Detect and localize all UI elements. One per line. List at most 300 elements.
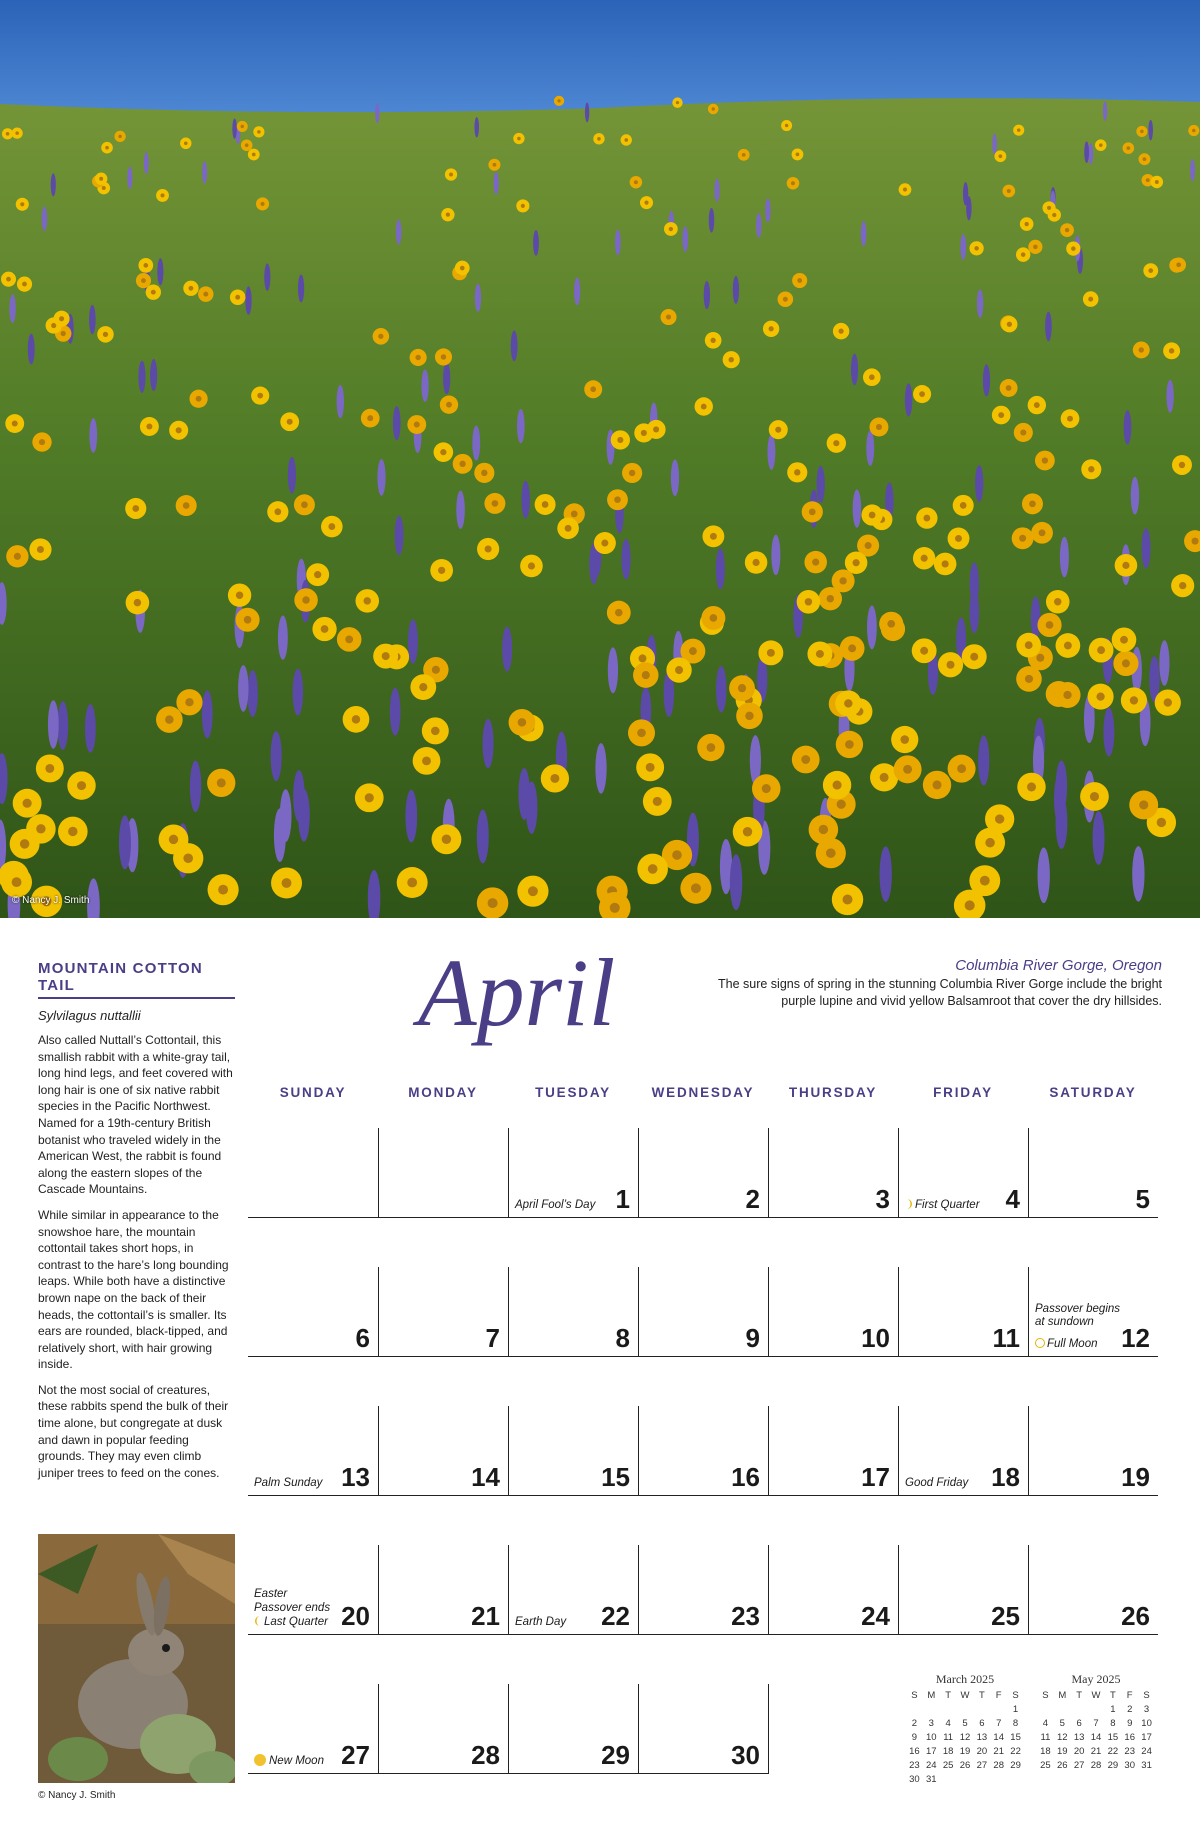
day-cell[interactable] xyxy=(378,1406,508,1496)
day-cell[interactable] xyxy=(638,1684,768,1774)
flower-center xyxy=(957,764,966,773)
flower-center xyxy=(1046,621,1054,629)
flower-center xyxy=(903,765,912,774)
lupine-flower xyxy=(127,166,132,189)
day-cell-empty xyxy=(768,1684,898,1774)
flower-center xyxy=(942,560,949,567)
flower-center xyxy=(1020,429,1026,435)
event-first-quarter xyxy=(905,1198,980,1212)
mini-calendar-day: 9 xyxy=(911,1732,918,1743)
event-easter-passover-last-quarter xyxy=(254,1587,330,1629)
weekday-monday: MONDAY xyxy=(408,1085,478,1100)
day-cell[interactable] xyxy=(508,1406,638,1496)
day-number: 29 xyxy=(601,1740,630,1770)
day-number: 26 xyxy=(1121,1601,1150,1631)
lupine-flower xyxy=(1159,640,1169,686)
flower-center xyxy=(998,412,1004,418)
day-cell[interactable] xyxy=(508,1545,638,1635)
flower-center xyxy=(785,124,789,128)
flower-center xyxy=(352,715,360,723)
flower-center xyxy=(1052,213,1056,217)
flower-center xyxy=(1065,228,1069,232)
day-cell[interactable] xyxy=(768,1406,898,1496)
photo-caption: The sure signs of spring in the stunning Columbia River Gorge include the bright purple lupine and vivid yellow Balsamroot that cover the dry hillsides. xyxy=(718,977,1162,1008)
flower-center xyxy=(446,402,452,408)
lupine-flower xyxy=(421,369,428,402)
flower-center xyxy=(257,393,263,399)
flower-center xyxy=(839,577,846,584)
day-cell[interactable] xyxy=(1028,1545,1158,1635)
day-number: 7 xyxy=(485,1323,500,1353)
flower-center xyxy=(15,131,19,135)
mini-calendar-day: 23 xyxy=(1124,1746,1135,1757)
lupine-flower xyxy=(533,230,539,256)
day-number: 9 xyxy=(745,1323,760,1353)
mini-calendar-weekday: M xyxy=(927,1690,936,1701)
weekday-wednesday: WEDNESDAY xyxy=(651,1085,755,1100)
lupine-flower xyxy=(395,516,404,556)
lupine-flower xyxy=(704,281,710,309)
mini-calendar-day xyxy=(1088,1703,1105,1717)
flower-center xyxy=(102,186,106,190)
day-cell[interactable] xyxy=(898,1545,1028,1635)
day-number: 21 xyxy=(471,1601,500,1631)
sidebar-paragraph: While similar in appearance to the snowshoe hare, the mountain cottontail takes short hops, in contrast to the hare’s long bounding leaps. While both have a distinctive brown nape on the back of their heads, the cottontail’s is smaller. Its ears are rounded, black-tipped, and relatively short, with hair growing inside. xyxy=(38,1207,229,1372)
day-number: 23 xyxy=(731,1601,760,1631)
flower-center xyxy=(542,501,549,508)
day-number: 30 xyxy=(731,1740,760,1770)
lupine-flower xyxy=(264,263,270,290)
flower-center xyxy=(844,699,852,707)
lupine-flower xyxy=(733,276,739,304)
day-number: 20 xyxy=(341,1601,370,1631)
flower-center xyxy=(185,698,193,706)
flower-center xyxy=(1088,466,1094,472)
mini-calendar-day: 12 xyxy=(1056,1732,1068,1743)
mini-calendar-day: 20 xyxy=(1073,1746,1085,1757)
lupine-flower xyxy=(477,810,489,864)
mini-calendar-day xyxy=(940,1773,957,1787)
mini-calendar-day: 28 xyxy=(1090,1760,1102,1771)
mini-calendar-day: 26 xyxy=(959,1760,971,1771)
mini-calendar-day: 31 xyxy=(1141,1760,1152,1771)
day-number: 11 xyxy=(992,1323,1020,1353)
flower-center xyxy=(1054,598,1061,605)
flower-center xyxy=(712,107,715,110)
flower-center xyxy=(245,143,249,147)
flower-center xyxy=(614,496,621,503)
flower-center xyxy=(838,329,843,334)
mini-calendar-day xyxy=(957,1703,974,1717)
lupine-flower xyxy=(526,781,538,833)
flower-center xyxy=(203,292,208,297)
flower-center xyxy=(6,132,10,136)
flower-center xyxy=(742,153,746,157)
last-quarter-moon-icon xyxy=(254,1616,262,1626)
day-cell[interactable] xyxy=(248,1406,378,1496)
lupine-flower xyxy=(866,430,874,465)
day-cell[interactable] xyxy=(248,1545,378,1635)
lupine-flower xyxy=(861,221,867,246)
lupine-flower xyxy=(474,117,479,137)
flower-center xyxy=(624,138,628,142)
lupine-flower xyxy=(396,219,402,244)
species-sidebar xyxy=(38,960,235,1481)
mini-calendar-day: 13 xyxy=(1073,1732,1085,1743)
weekday-saturday: SATURDAY xyxy=(1049,1085,1137,1100)
flower-center xyxy=(710,533,717,540)
day-number: 3 xyxy=(875,1184,890,1214)
lupine-flower xyxy=(202,161,207,184)
flower-center xyxy=(45,764,54,773)
flower-center xyxy=(812,559,819,566)
flower-center xyxy=(1126,146,1130,150)
flower-center xyxy=(752,559,759,566)
flower-center xyxy=(1143,157,1147,161)
day-cell[interactable] xyxy=(508,1684,638,1774)
flower-center xyxy=(1192,129,1196,133)
lupine-flower xyxy=(969,590,979,633)
flower-center xyxy=(235,295,240,300)
flower-center xyxy=(995,814,1004,823)
mini-calendar-day: 2 xyxy=(911,1718,918,1729)
day-cell[interactable] xyxy=(248,1267,378,1357)
day-cell[interactable] xyxy=(638,1545,768,1635)
lupine-flower xyxy=(1084,141,1089,163)
day-cell[interactable] xyxy=(508,1267,638,1357)
flower-center xyxy=(39,439,45,445)
lupine-flower xyxy=(585,103,589,123)
day-number: 25 xyxy=(991,1601,1020,1631)
flower-center xyxy=(488,898,498,908)
flower-center xyxy=(1071,246,1076,251)
flower-center xyxy=(132,505,139,512)
flower-center xyxy=(314,571,321,578)
mini-calendar-day: 24 xyxy=(1141,1746,1152,1757)
flower-center xyxy=(432,666,440,674)
mini-calendar-day: 26 xyxy=(1056,1760,1068,1771)
lupine-flower xyxy=(716,666,726,713)
lupine-flower xyxy=(756,213,762,238)
flower-center xyxy=(1024,222,1028,226)
day-cell[interactable] xyxy=(378,1545,508,1635)
flower-center xyxy=(282,878,292,888)
day-cell[interactable] xyxy=(768,1545,898,1635)
lupine-flower xyxy=(682,226,688,252)
flower-center xyxy=(565,525,572,532)
mini-calendar-day: 4 xyxy=(1042,1718,1049,1729)
mini-calendar-day: 22 xyxy=(1107,1746,1119,1757)
flower-center xyxy=(1033,245,1038,250)
flower-center xyxy=(845,740,854,749)
rabbit-photo-credit: © Nancy J. Smith xyxy=(38,1790,116,1801)
lupine-flower xyxy=(502,627,512,672)
lupine-flower xyxy=(978,735,989,785)
lupine-flower xyxy=(905,383,912,416)
mini-calendar-day: 5 xyxy=(962,1718,968,1729)
day-cell-empty xyxy=(378,1128,508,1218)
mini-calendar-day: 3 xyxy=(928,1718,934,1729)
lupine-flower xyxy=(157,258,163,285)
day-number: 16 xyxy=(731,1462,760,1492)
day-cell[interactable] xyxy=(638,1128,768,1218)
mini-calendar-day: 21 xyxy=(993,1746,1004,1757)
flower-center xyxy=(646,763,655,772)
event-label: Full Moon xyxy=(1047,1338,1098,1350)
flower-center xyxy=(837,800,846,809)
mini-calendar-day: 31 xyxy=(925,1774,937,1785)
mini-calendar-title: May 2025 xyxy=(1071,1672,1121,1686)
flower-center xyxy=(365,793,374,802)
mini-calendar-day: 18 xyxy=(942,1746,954,1757)
flower-center xyxy=(1025,675,1033,683)
lupine-flower xyxy=(595,743,606,794)
lupine-flower xyxy=(298,274,304,302)
lupine-flower xyxy=(1056,760,1067,811)
lupine-flower xyxy=(375,103,379,123)
lupine-flower xyxy=(963,182,968,206)
flower-center xyxy=(1047,206,1051,210)
lupine-flower xyxy=(89,305,96,334)
flower-center xyxy=(672,850,682,860)
mini-calendar-day: 24 xyxy=(925,1760,937,1771)
flower-center xyxy=(459,461,465,467)
flower-center xyxy=(826,848,836,858)
flower-center xyxy=(827,595,834,602)
flower-center xyxy=(816,650,824,658)
flower-center xyxy=(1157,818,1166,827)
flower-center xyxy=(6,277,11,282)
flower-center xyxy=(853,559,860,566)
lupine-flower xyxy=(475,284,481,312)
flower-center xyxy=(865,542,872,549)
lupine-flower xyxy=(48,700,59,748)
lupine-flower xyxy=(119,815,131,869)
mini-calendar-day: 17 xyxy=(1141,1732,1152,1743)
day-cell[interactable] xyxy=(898,1406,1028,1496)
day-number: 24 xyxy=(861,1601,890,1631)
flower-center xyxy=(1192,538,1199,545)
flower-center xyxy=(1164,698,1172,706)
flower-center xyxy=(422,756,431,765)
flower-center xyxy=(791,181,795,185)
day-number: 6 xyxy=(355,1323,370,1353)
day-number: 27 xyxy=(341,1740,370,1770)
rabbit-image xyxy=(38,1534,235,1783)
flower-center xyxy=(442,835,451,844)
flower-center xyxy=(642,671,650,679)
day-number: 14 xyxy=(471,1462,500,1492)
mini-calendar-weekday: T xyxy=(945,1690,952,1701)
flower-center xyxy=(518,718,527,727)
day-cell[interactable] xyxy=(768,1128,898,1218)
flower-center xyxy=(241,125,245,129)
event-good-friday: Good Friday xyxy=(905,1477,969,1489)
lupine-flower xyxy=(517,409,525,443)
flower-center xyxy=(676,101,679,104)
sidebar-paragraph: Not the most social of creatures, these rabbits spend the bulk of their time alone, but congregate at dusk and dawn in popular feeding grounds. They may even climb juniper trees to feed on the cones. xyxy=(38,1382,229,1480)
mini-calendar-day: 3 xyxy=(1143,1704,1150,1715)
flower-center xyxy=(590,386,596,392)
lupine-flower xyxy=(817,466,825,503)
mini-calendar-title: March 2025 xyxy=(935,1672,995,1686)
flower-center xyxy=(880,773,889,782)
flower-center xyxy=(1090,792,1099,801)
flower-center xyxy=(1063,691,1071,699)
flower-center xyxy=(1039,529,1046,536)
flower-center xyxy=(68,827,77,836)
lupine-flower xyxy=(238,665,248,712)
lupine-flower xyxy=(232,118,237,138)
flower-center xyxy=(382,652,390,660)
flower-center xyxy=(669,227,673,231)
mini-calendar-day: 19 xyxy=(1056,1746,1068,1757)
flower-center xyxy=(1027,782,1036,791)
day-cell[interactable] xyxy=(1028,1267,1158,1357)
day-cell[interactable] xyxy=(248,1684,378,1774)
mini-calendar-day xyxy=(906,1703,923,1717)
flower-center xyxy=(244,616,252,624)
lupine-flower xyxy=(771,535,780,576)
mini-calendar-day xyxy=(990,1703,1007,1717)
mini-calendar-day: 9 xyxy=(1127,1718,1133,1729)
flower-center xyxy=(146,423,152,429)
flower-center xyxy=(629,470,635,476)
lupine-flower xyxy=(456,491,465,529)
mini-calendar-day: 15 xyxy=(1010,1732,1021,1743)
mini-calendar-day: 16 xyxy=(1124,1732,1135,1743)
lupine-flower xyxy=(190,761,201,812)
flower-center xyxy=(1006,385,1012,391)
flower-center xyxy=(1169,348,1174,353)
day-cell[interactable] xyxy=(768,1267,898,1357)
day-cell[interactable] xyxy=(378,1267,508,1357)
flower-center xyxy=(189,286,194,291)
day-cell[interactable] xyxy=(898,1267,1028,1357)
day-number: 17 xyxy=(861,1462,890,1492)
event-label: Passover ends xyxy=(254,1602,331,1614)
flower-center xyxy=(1097,646,1105,654)
flower-center xyxy=(218,885,228,895)
flower-center xyxy=(328,523,335,530)
flower-center xyxy=(550,774,559,783)
lupine-flower xyxy=(51,173,56,196)
flower-center xyxy=(801,755,810,764)
lupine-flower xyxy=(1060,537,1069,578)
flower-center xyxy=(105,146,109,150)
mini-calendar-grid xyxy=(1037,1689,1155,1773)
flower-center xyxy=(517,137,521,141)
flower-center xyxy=(920,647,928,655)
lupine-flower xyxy=(880,846,892,902)
flower-center xyxy=(183,502,190,509)
lupine-flower xyxy=(288,457,296,494)
mini-calendar-day: 27 xyxy=(1073,1760,1085,1771)
flower-center xyxy=(431,727,440,736)
mini-calendar-weekday: S xyxy=(1143,1690,1150,1701)
flower-center xyxy=(1096,692,1104,700)
mini-calendar-day: 2 xyxy=(1127,1704,1133,1715)
mini-calendar-day: 1 xyxy=(1110,1704,1116,1715)
flower-center xyxy=(1036,654,1044,662)
mini-calendar-day: 22 xyxy=(1010,1746,1021,1757)
day-cell[interactable] xyxy=(378,1684,508,1774)
day-cell[interactable] xyxy=(1028,1128,1158,1218)
flower-center xyxy=(521,204,525,208)
event-april-fools-day: April Fool’s Day xyxy=(515,1199,596,1211)
lupine-flower xyxy=(671,459,679,496)
lupine-flower xyxy=(1045,312,1052,342)
flower-center xyxy=(1146,178,1150,182)
flower-center xyxy=(691,883,701,893)
day-cell[interactable] xyxy=(1028,1406,1158,1496)
mini-calendar-weekday: F xyxy=(1126,1690,1133,1701)
flower-center xyxy=(933,780,942,789)
wildflower-meadow-image xyxy=(0,0,1200,918)
mini-calendar-weekday: S xyxy=(1012,1690,1019,1701)
flower-center xyxy=(12,421,18,427)
flower-center xyxy=(711,338,716,343)
mini-calendar-day xyxy=(1054,1703,1071,1717)
lupine-flower xyxy=(298,789,310,842)
mini-calendar-day: 25 xyxy=(942,1760,954,1771)
lupine-flower xyxy=(144,152,149,174)
mini-calendar-weekday: T xyxy=(1109,1690,1116,1701)
lupine-flower xyxy=(851,354,858,386)
day-number: 22 xyxy=(601,1601,630,1631)
flower-center xyxy=(77,781,86,790)
flower-center xyxy=(217,778,226,787)
flower-center xyxy=(528,562,535,569)
day-cell[interactable] xyxy=(508,1128,638,1218)
mini-calendar-day: 10 xyxy=(1141,1718,1152,1729)
weekday-sunday: SUNDAY xyxy=(279,1085,347,1100)
day-cell[interactable] xyxy=(638,1267,768,1357)
lupine-flower xyxy=(765,198,770,222)
event-label: Last Quarter xyxy=(264,1616,328,1628)
day-number: 12 xyxy=(1121,1323,1150,1353)
day-cell[interactable] xyxy=(898,1128,1028,1218)
flower-center xyxy=(848,644,856,652)
lupine-flower xyxy=(245,286,251,315)
flower-center xyxy=(985,838,995,848)
sidebar-paragraph: Also called Nuttall’s Cottontail, this smallish rabbit with a white-gray tail, long hind legs, and feet covered with long hair is one of six native rabbit species in the Pacific Northwest. Named for a 19th-century British botanist who traveled widely in the American West, the rabbit is found along the eastern slopes of the Cascade Mountains. xyxy=(38,1033,233,1197)
day-cell[interactable] xyxy=(638,1406,768,1496)
lupine-flower xyxy=(1103,101,1107,121)
flower-center xyxy=(653,797,662,806)
flower-center xyxy=(1017,128,1021,132)
mini-calendar-day: 23 xyxy=(909,1760,920,1771)
lupine-flower xyxy=(57,701,68,750)
flower-center xyxy=(438,567,445,574)
flower-center xyxy=(169,835,178,844)
mini-calendar-weekday: W xyxy=(960,1690,970,1701)
lupine-flower xyxy=(767,434,775,470)
mini-calendar-day: 6 xyxy=(979,1718,985,1729)
lupine-flower xyxy=(730,854,742,910)
flower-center xyxy=(12,877,22,887)
flower-center xyxy=(923,515,930,522)
flower-center xyxy=(710,614,718,622)
flower-center xyxy=(493,163,497,167)
lupine-flower xyxy=(138,361,145,393)
lupine-flower xyxy=(608,647,618,693)
weekday-tuesday: TUESDAY xyxy=(535,1085,611,1100)
flower-center xyxy=(183,853,193,863)
flower-center xyxy=(610,903,620,913)
lupine-flower xyxy=(714,179,719,202)
lupine-flower xyxy=(709,208,715,233)
